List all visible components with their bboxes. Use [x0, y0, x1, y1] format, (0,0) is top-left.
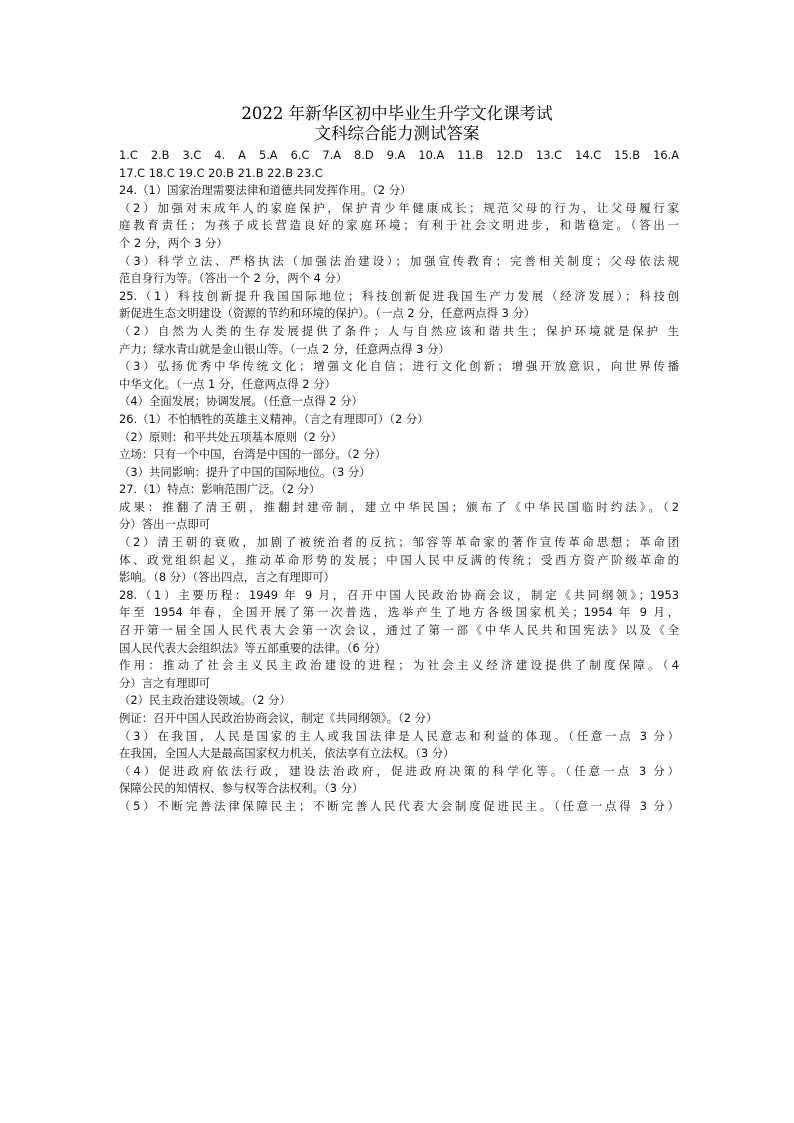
answer-line: 召开第一届全国人民代表大会第一次会议，通过了第一部《中华人民共和国宪法》以及《全 [119, 623, 679, 638]
answer-line: 例证：召开中国人民政治协商会议，制定《共同纲领》。（2 分） [119, 711, 438, 725]
answer-line: （3）共同影响：提升了中国的国际地位。（3 分） [119, 464, 371, 479]
answer-line: 24.（1）国家治理需要法律和道德共同发挥作用。（2 分） [119, 183, 412, 198]
answer-line: 保障公民的知情权、参与权等合法权利。（3 分） [119, 781, 364, 796]
document-subtitle: 文科综合能力测试答案 [314, 124, 480, 143]
answer-line: 26.（1）不怕牺牲的英雄主义精神。（言之有理即可）（2 分） [119, 411, 429, 426]
answer-line: 范自身行为等。（答出一个 2 分，两个 4 分） [119, 271, 348, 286]
answer-line: 在我国，全国人大是最高国家权力机关，依法享有立法权。（3 分） [119, 746, 455, 761]
answer-line: （5）不断完善法律保障民主；不断完善人民代表大会制度促进民主。（任意一点得 3 分） [119, 798, 679, 813]
answer-body [119, 147, 679, 816]
answer-line: 28.（1）主要历程：1949 年 9 月，召开中国人民政治协商会议，制定《共同纲领》；1953 [119, 587, 679, 602]
answer-line: 1.C 2.B 3.C 4. A 5.A 6.C 7.A 8.D 9.A 10.A 11.B 12.D 13.C 14.C 15.B 16.A [119, 148, 679, 162]
answer-line: 25.（1）科技创新提升我国国际地位；科技创新促进我国生产力发展（经济发展）；科技创 [119, 288, 679, 303]
answer-line: 个 2 分，两个 3 分） [119, 235, 228, 250]
answer-line: 分）言之有理即可 [119, 675, 211, 690]
answer-line: 立场：只有一个中国，台湾是中国的一部分。（2 分） [119, 447, 387, 462]
answer-line: 体、政党组织起义，推动革命形势的发展；中国人民中反满的传统；受西方资产阶级革命的 [119, 552, 679, 567]
answer-line: （2）加强对未成年人的家庭保护，保护青少年健康成长；规范父母的行为，让父母履行家 [119, 200, 679, 215]
answer-line: 产力；绿水青山就是金山银山等。（一点 2 分，任意两点得 3 分） [119, 341, 450, 356]
answer-line: 国人民代表大会组织法》等五部重要的法律。（6 分） [119, 640, 387, 655]
answer-line: （4）促进政府依法行政，建设法治政府，促进政府决策的科学化等。（任意一点 3 分） [119, 763, 679, 778]
answer-line: （4）全面发展；协调发展。（任意一点得 2 分） [119, 394, 363, 409]
answer-line: （3）在我国，人民是国家的主人或我国法律是人民意志和利益的体现。（任意一点 3 分） [119, 728, 679, 743]
answer-line: （2）民主政治建设领域。（2 分） [119, 693, 291, 708]
answer-line: 成果：推翻了清王朝，推翻封建帝制，建立中华民国；颁布了《中华民国临时约法》。（2 [119, 499, 679, 514]
answer-line: 作用：推动了社会主义民主政治建设的进程；为社会主义经济建设提供了制度保障。（4 [119, 658, 679, 673]
answer-line: 影响。（8 分）（答出四点，言之有理即可） [119, 570, 335, 585]
answer-line: 中华文化。（一点 1 分，任意两点得 2 分） [119, 376, 336, 391]
answer-line: （2）清王朝的衰败，加剧了被统治者的反抗；邹容等革命家的著作宣传革命思想；革命团 [119, 535, 679, 550]
answer-line: 年至 1954 年春，全国开展了第一次普选，选举产生了地方各级国家机关；1954 年 9 月， [119, 605, 679, 620]
document-title: 2022 年新华区初中毕业生升学文化课考试 [241, 104, 553, 123]
answer-line: 分）答出一点即可 [119, 517, 211, 532]
answer-line: 17.C 18.C 19.C 20.B 21.B 22.B 23.C [119, 165, 323, 180]
answer-line: （3）弘扬优秀中华传统文化；增强文化自信；进行文化创新；增强开放意识，向世界传播 [119, 359, 679, 374]
answer-line: 27.（1）特点：影响范围广泛。（2 分） [119, 482, 321, 497]
answer-line: （2）自然为人类的生存发展提供了条件；人与自然应该和谐共生；保护环境就是保护 生 [119, 323, 679, 338]
answer-line: （3）科学立法、严格执法（加强法治建设）；加强宣传教育；完善相关制度；父母依法规 [119, 253, 679, 268]
answer-line: 新促进生态文明建设（资源的节约和环境的保护）。（一点 2 分，任意两点得 3 分） [119, 306, 536, 321]
answer-line: （2）原则：和平共处五项基本原则（2 分） [119, 429, 343, 444]
answer-line: 庭教育责任；为孩子成长营造良好的家庭环境；有利于社会文明进步，和谐稳定。（答出一 [119, 218, 679, 233]
